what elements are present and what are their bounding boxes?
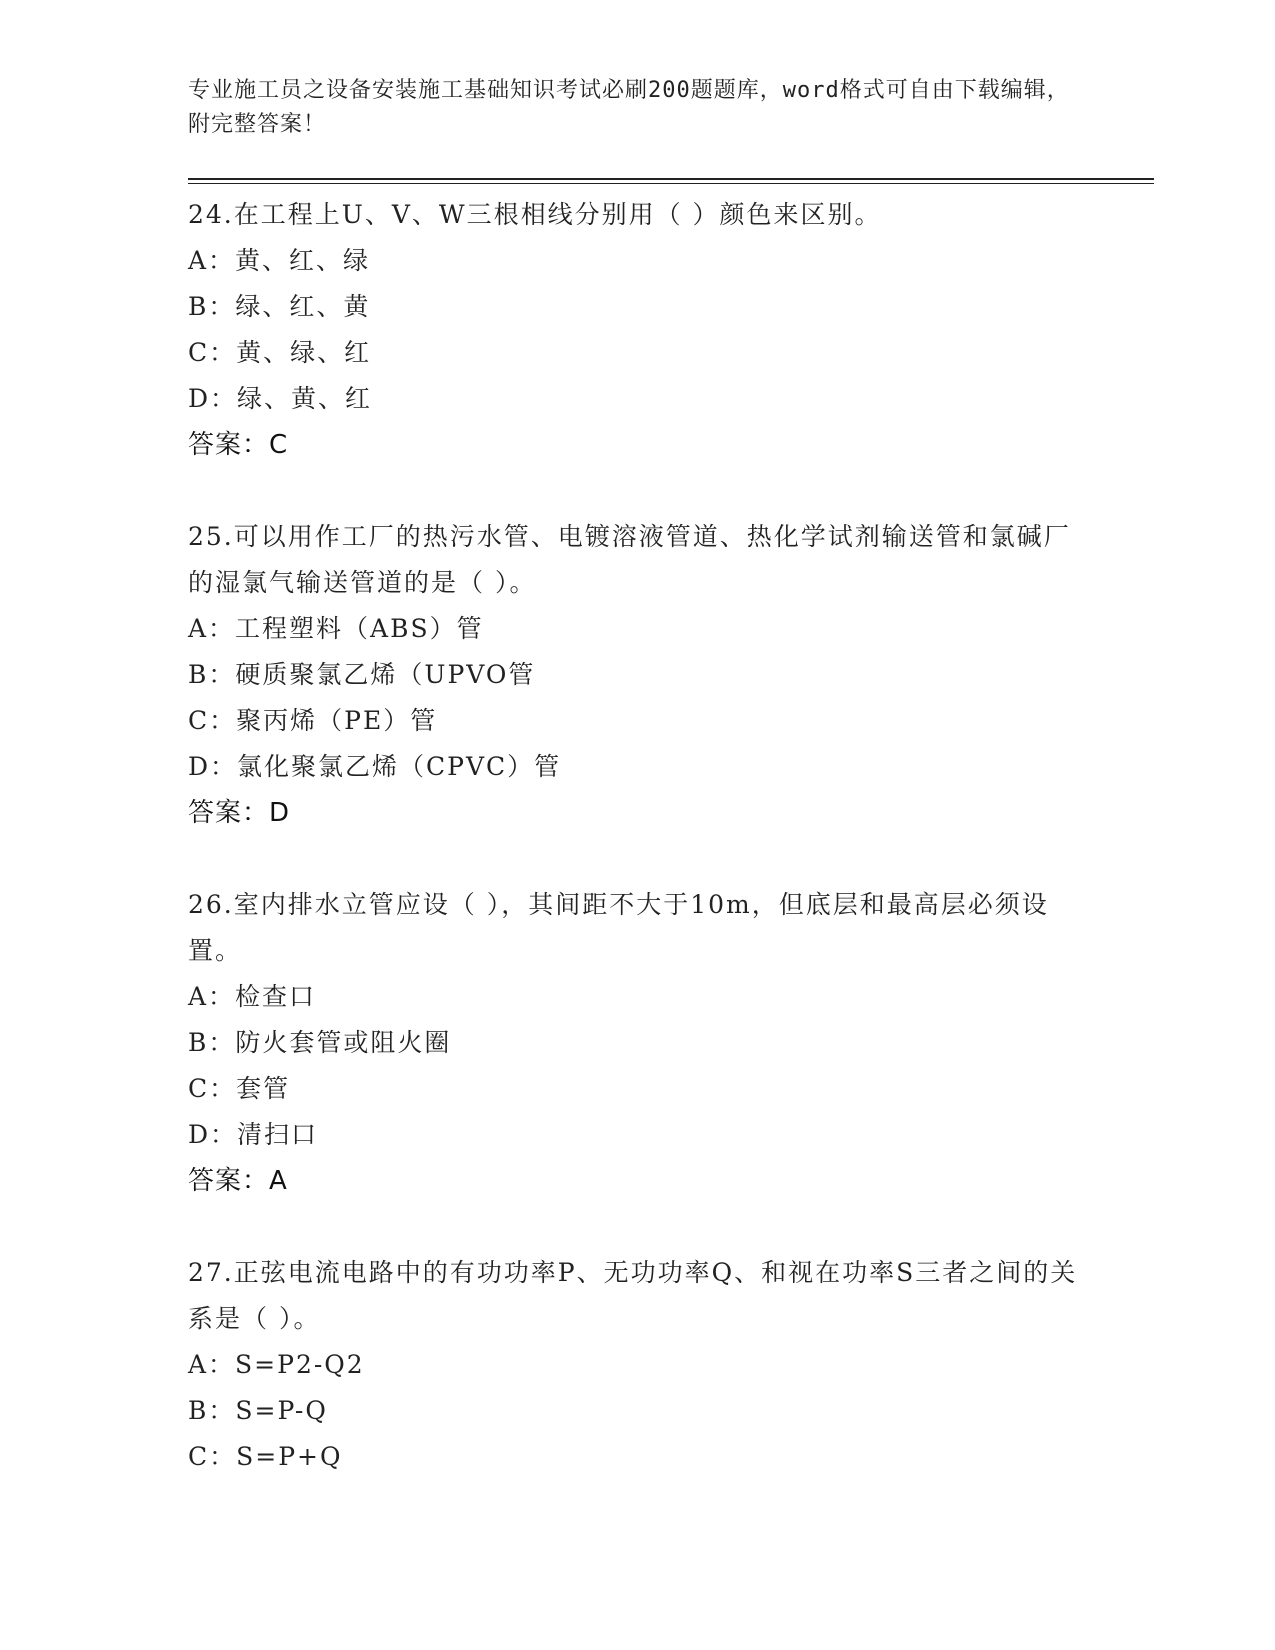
option-b: B：硬质聚氯乙烯（UPVO管 [188, 660, 536, 689]
question-stem: 25.可以用作工厂的热污水管、电镀溶液管道、热化学试剂输送管和氯碱厂的湿氯气输送管道的是（ ）。 [188, 522, 1071, 597]
question-stem: 27.正弦电流电路中的有功功率P、无功功率Q、和视在功率S三者之间的关系是（ ）。 [188, 1258, 1078, 1333]
header-divider-thin [188, 183, 1154, 184]
header-divider-thick [188, 178, 1154, 180]
question-stem: 24.在工程上U、V、W三根相线分别用（ ）颜色来区别。 [188, 200, 882, 229]
question-list [188, 192, 1088, 1526]
option-c: C：聚丙烯（PE）管 [188, 706, 438, 735]
option-c: C：黄、绿、红 [188, 338, 372, 367]
answer: 答案：A [188, 1166, 288, 1196]
question-stem: 26.室内排水立管应设（ ），其间距不大于10m，但底层和最高层必须设置。 [188, 890, 1049, 965]
answer: 答案：C [188, 430, 289, 460]
option-b: B：防火套管或阻火圈 [188, 1028, 452, 1057]
question-25 [188, 514, 1088, 836]
document-header: 专业施工员之设备安装施工基础知识考试必刷200题题库，word格式可自由下载编辑，附完整答案！ [188, 78, 1070, 137]
option-a: A：S=P2-Q2 [188, 1350, 365, 1379]
option-d: D：绿、黄、红 [188, 384, 373, 413]
option-d: D：清扫口 [188, 1120, 319, 1149]
option-d: D：氯化聚氯乙烯（CPVC）管 [188, 752, 562, 781]
question-24 [188, 192, 1088, 468]
option-c: C：S=P+Q [188, 1442, 343, 1471]
option-a: A：工程塑料（ABS）管 [188, 614, 484, 643]
question-26 [188, 882, 1088, 1204]
question-27 [188, 1250, 1088, 1480]
option-a: A：检查口 [188, 982, 317, 1011]
option-a: A：黄、红、绿 [188, 246, 371, 275]
option-c: C：套管 [188, 1074, 291, 1103]
answer: 答案：D [188, 798, 291, 828]
option-b: B：绿、红、黄 [188, 292, 371, 321]
option-b: B：S=P-Q [188, 1396, 328, 1425]
